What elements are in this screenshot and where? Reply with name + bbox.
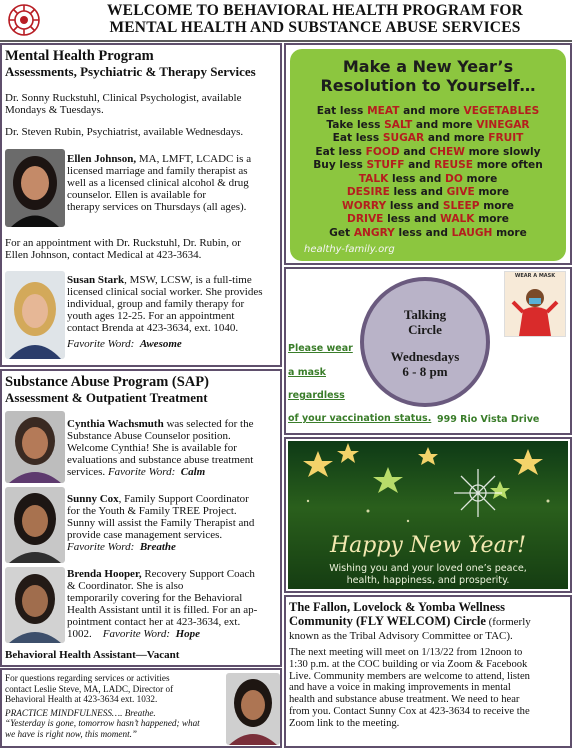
page-title	[60, 2, 570, 36]
text-line: licensed clinical social worker. She provides	[67, 286, 263, 298]
resolution-keyword: WORRY	[342, 199, 387, 212]
text-line: evaluations and substance abuse treatment	[67, 454, 254, 466]
susan-stark-photo	[5, 271, 65, 359]
resolution-text: Buy less	[313, 159, 367, 171]
mental-health-title: Mental Health Program	[5, 48, 154, 64]
mental-health-panel	[0, 43, 282, 367]
sunny-favorite-word	[67, 541, 279, 553]
text-line: Mondays & Tuesdays.	[5, 104, 104, 116]
brenda-favorite-word	[103, 628, 200, 640]
brenda-name: Brenda Hooper,	[67, 568, 142, 580]
text-line: Ellen Johnson, contact Medical at 423-3634.	[5, 249, 202, 261]
fav-label: Favorite Word:	[102, 628, 171, 640]
resolution-keyword: VINEGAR	[476, 118, 530, 131]
fav-label: Favorite Word:	[67, 338, 135, 350]
resolution-line	[290, 227, 566, 241]
talking-address: 999 Rio Vista Drive	[437, 414, 540, 425]
quote-line: “Yesterday is gone, tomorrow hasn’t happened; what	[5, 718, 200, 728]
text-line: , MSW, LCSW, is a full-time	[124, 274, 252, 286]
ruckstuhl-info	[5, 92, 241, 116]
fly-title-note: known as the Tribal Advisory Committee or TAC).	[289, 630, 513, 642]
resolution-text: more	[492, 226, 527, 239]
mental-health-subtitle: Assessments, Psychiatric & Therapy Services	[5, 64, 256, 79]
resolution-line	[290, 119, 566, 133]
resolution-text: and	[399, 145, 430, 158]
resolution-keyword: LAUGH	[451, 226, 493, 239]
text-line: counselor. Ellen is available for	[67, 189, 206, 201]
text-line: The next meeting will meet on 1/13/22 from 12noon to	[289, 647, 523, 658]
resolution-text: more often	[473, 159, 543, 171]
talking-circle-panel	[284, 267, 572, 435]
fav-label: Favorite Word:	[67, 541, 135, 553]
sap-title: Substance Abuse Program (SAP)	[5, 374, 209, 390]
resolution-text: more	[474, 186, 510, 198]
fly-body	[289, 647, 571, 730]
new-year-banner	[288, 441, 568, 589]
resolution-text: Take less	[326, 118, 385, 131]
text-line: for the Youth & Family TREE Project.	[67, 505, 237, 517]
resolution-text: more	[474, 213, 509, 225]
text-line: services.	[67, 466, 106, 478]
page-title-line2: MENTAL HEALTH AND SUBSTANCE ABUSE SERVICES	[109, 19, 521, 36]
resolution-title	[290, 57, 566, 95]
fly-title-line2: Community (FLY WELCOM) Circle	[289, 614, 486, 628]
mask-sign-label: WEAR A MASK	[514, 273, 556, 279]
resolution-line	[290, 200, 566, 214]
new-year-script: Happy New Year!	[329, 533, 527, 558]
resolution-panel	[284, 43, 572, 265]
resolution-line	[290, 132, 566, 146]
text-line: youth ages 12-25. For an appointment	[67, 310, 235, 322]
fav-word: Hope	[175, 628, 201, 640]
talking-title-line2: Circle	[408, 322, 442, 337]
text-line: For an appointment with Dr. Ruckstuhl, Dr. Rubin, or	[5, 237, 241, 249]
text-line: Sunny will assist the Family Therapist and	[67, 517, 255, 529]
talking-time: 6 - 8 pm	[402, 364, 448, 379]
resolution-title-line2: Resolution to Yourself…	[320, 76, 536, 95]
text-line: Dr. Sonny Ruckstuhl, Clinical Psychologist, available	[5, 92, 242, 104]
resolution-text: less and	[388, 172, 446, 185]
resolution-keyword: SALT	[384, 118, 413, 131]
cynthia-photo	[5, 411, 65, 483]
resolution-keyword: REUSE	[434, 159, 473, 171]
text-line: contact Leslie Steve, MA, LADC, Director of	[5, 683, 174, 694]
tribal-seal-icon	[2, 1, 46, 39]
resolution-text: Eat less	[332, 132, 383, 144]
resolution-text: and more	[412, 118, 477, 131]
resolution-line	[290, 159, 566, 173]
new-year-panel	[284, 437, 572, 593]
text-line: therapy services on Thursdays (all ages).	[67, 201, 247, 213]
ellen-name: Ellen Johnson,	[67, 153, 137, 165]
susan-name: Susan Stark	[67, 274, 125, 286]
brenda-hooper-photo	[5, 567, 65, 643]
resolution-keyword: DO	[445, 172, 463, 185]
fav-word: Breathe	[139, 541, 176, 553]
resolution-text: Eat less	[316, 105, 368, 117]
resolution-keyword: FRUIT	[488, 132, 524, 144]
ellen-johnson-bio	[67, 153, 279, 213]
talking-title-line1: Talking	[403, 307, 447, 322]
text-line: 1002.	[67, 628, 92, 640]
resolution-text: more slowly	[464, 145, 541, 158]
text-line: Substance Abuse Counselor position.	[67, 430, 231, 442]
cynthia-bio	[67, 418, 279, 478]
text-line: and have a voice in making improvements in mental	[289, 682, 511, 694]
text-line: was selected for the	[163, 418, 254, 430]
mask-link-2[interactable]: a mask	[288, 367, 326, 378]
resolution-keyword: DESIRE	[346, 186, 390, 198]
resolution-text: Eat less	[315, 145, 366, 158]
ellen-johnson-photo	[5, 149, 65, 227]
sunny-cox-bio	[67, 493, 279, 553]
text-line: provide case management services.	[67, 529, 223, 541]
resolution-text: and more	[399, 105, 464, 117]
fav-word: Awesome	[139, 338, 182, 350]
mask-link-3[interactable]: regardless	[288, 390, 345, 401]
resolution-keyword: CHEW	[429, 145, 465, 158]
resolution-text: less and	[386, 199, 443, 212]
text-line: 1:30 p.m. at the COC building or via Zoom & Facebook	[289, 658, 528, 670]
text-line: Welcome Cynthia! She is available for	[67, 442, 237, 454]
sunny-cox-photo	[5, 487, 65, 563]
fly-title-tail: (formerly	[485, 616, 531, 628]
resolution-keyword: MEAT	[367, 105, 400, 117]
resolution-keyword: SUGAR	[382, 132, 425, 144]
footer-contact	[5, 673, 223, 739]
page-title-line1: WELCOME TO BEHAVIORAL HEALTH PROGRAM FOR	[106, 2, 524, 19]
resolution-keyword: FOOD	[365, 145, 400, 158]
cynthia-name: Cynthia Wachsmuth	[67, 418, 164, 430]
text-line: MA, LMFT, LCADC is a	[136, 153, 252, 165]
fav-label: Favorite Word:	[107, 466, 176, 478]
text-line: well as a licensed clinical alcohol & drug	[67, 177, 249, 189]
susan-favorite-word	[67, 338, 279, 350]
rubin-info: Dr. Steven Rubin, Psychiatrist, available Wednesdays.	[5, 126, 244, 138]
talking-circle-title	[364, 307, 486, 337]
wish-line: health, happiness, and prosperity.	[346, 575, 510, 586]
resolution-line	[290, 186, 566, 200]
mask-link-1[interactable]: Please wear	[288, 343, 353, 354]
resolution-source: healthy-family.org	[304, 244, 395, 255]
wish-line: Wishing you and your loved one’s peace,	[329, 563, 527, 574]
fly-title	[289, 600, 569, 629]
text-line: Health Assistant until it is filled. For an ap-	[67, 604, 258, 616]
resolution-line	[290, 105, 566, 119]
resolution-keyword: ANGRY	[353, 226, 395, 239]
resolution-line	[290, 213, 566, 227]
text-line: For questions regarding services or activities	[5, 673, 170, 683]
mask-link-4[interactable]: of your vaccination status.	[288, 413, 432, 424]
resolution-keyword: WALK	[440, 213, 475, 225]
resolution-keyword: DRIVE	[347, 213, 384, 225]
page-header	[0, 0, 572, 42]
resolution-keyword: TALK	[358, 172, 389, 185]
resolution-keyword: SLEEP	[442, 199, 480, 212]
resolution-title-line1: Make a New Year’s	[342, 57, 514, 76]
text-line: Recovery Support Coach	[141, 568, 255, 580]
resolution-card	[290, 49, 566, 261]
text-line: health and substance abuse treatment. We need to hear	[289, 694, 520, 706]
substance-abuse-panel	[0, 369, 282, 667]
talking-day: Wednesdays	[390, 349, 460, 364]
resolution-text: less and	[394, 226, 452, 239]
sunny-name: Sunny Cox	[67, 493, 119, 505]
resolution-text: less and	[383, 213, 441, 225]
mindfulness-line: PRACTICE MINDFULNESS…. Breathe.	[5, 707, 156, 718]
resolution-text: and more	[424, 132, 489, 144]
new-year-wish	[288, 563, 568, 587]
fly-title-line1: The Fallon, Lovelock & Yomba Wellness	[289, 600, 505, 614]
resolution-keyword: VEGETABLES	[463, 105, 540, 117]
brenda-hooper-bio	[67, 568, 279, 640]
text-line: Behavioral Health at 423-3634 ext. 1032.	[5, 694, 158, 704]
leslie-steve-photo	[226, 673, 280, 745]
text-line: Live. Community members are welcome to attend, listen	[289, 670, 530, 682]
text-line: individual, group and family therapy for	[67, 298, 245, 310]
sap-subtitle: Assessment & Outpatient Treatment	[5, 390, 208, 405]
person-mask-icon	[505, 272, 565, 336]
quote-line: we have is right now, this moment.”	[5, 728, 138, 739]
resolution-text: and	[404, 159, 435, 171]
wear-a-mask-sign	[504, 271, 566, 337]
resolution-keyword: STUFF	[366, 159, 405, 171]
resolution-text: Get	[329, 226, 354, 239]
susan-stark-bio	[67, 274, 279, 350]
resolution-text: more	[479, 199, 514, 212]
text-line: , Family Support Coordinator	[118, 493, 249, 505]
text-line: temporarily covering for the Behavioral	[67, 592, 243, 604]
text-line: Zoom link to the meeting.	[289, 717, 400, 729]
text-line: & Coordinator. She is also	[67, 580, 184, 592]
cynthia-favorite-word	[108, 466, 205, 478]
footer-panel	[0, 668, 282, 748]
talking-circle-schedule	[364, 349, 486, 379]
resolution-text: more	[462, 172, 498, 185]
talking-circle-badge	[360, 277, 490, 407]
text-line: pointment contact her at 423-3634, ext.	[67, 616, 241, 628]
resolution-text: less and	[389, 186, 447, 198]
fly-welcom-panel	[284, 595, 572, 748]
text-line: from you. Contact Sunny Cox at 423-3634 to receive the	[289, 705, 530, 717]
appointment-info	[5, 237, 241, 261]
fav-word: Calm	[180, 466, 206, 478]
text-line: contact Brenda at 423-3634, ext. 1040.	[67, 322, 239, 334]
resolution-line	[290, 173, 566, 187]
resolution-keyword: GIVE	[446, 186, 475, 198]
text-line: licensed marriage and family therapist as	[67, 165, 248, 177]
resolution-line	[290, 146, 566, 160]
vacant-position: Behavioral Health Assistant—Vacant	[5, 649, 180, 661]
resolution-list	[290, 105, 566, 240]
